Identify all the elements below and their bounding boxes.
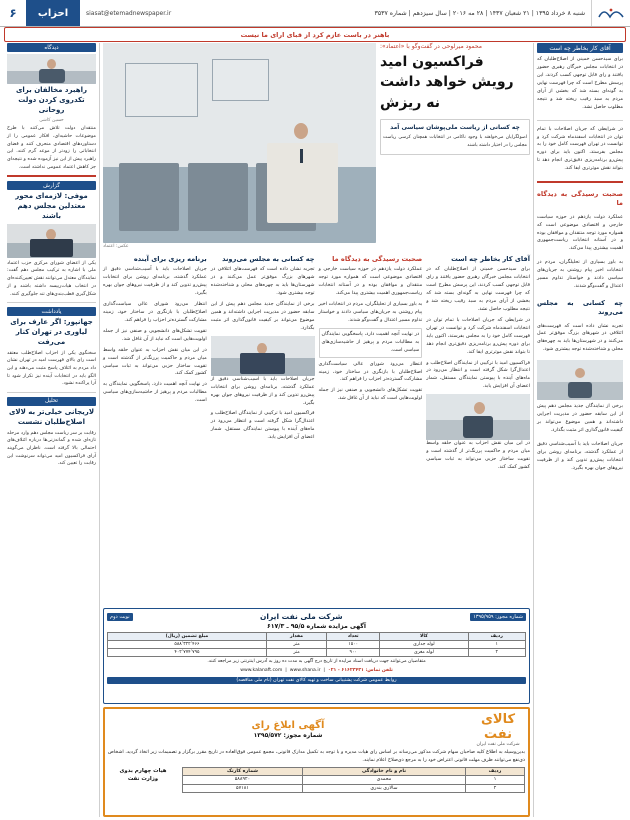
col3-title: چه کسانی به مجلس می‌روند [222, 255, 315, 263]
notice-title: آگهی ابلاغ رای [251, 720, 325, 731]
rail-photo [537, 360, 623, 400]
rail-par-4: تجربه نشان داده است که فهرست‌های ائتلافی در شهرهای بزرگ موفق‌تر عمل می‌کنند و در شهرستان‌ها باید به چهره‌های محلی و شناخته‌شده توجه بیشتری شود. [537, 322, 623, 353]
divider [7, 302, 96, 303]
col2-p1: عملکرد دولت یازدهم در حوزه سیاست خارجی و اقتصادی موضوعی است که همواره مورد توجه منتقدان و موافقان بوده و در آستانه انتخابات ریاست‌جمهوری اهمیت بیشتری پیدا می‌کند. [318, 266, 423, 297]
col3-photo [211, 336, 315, 376]
page-number: ۶ [9, 6, 17, 20]
col1-p3: فراکسیون امید با ترکیبی از نمایندگان اصلاح‌طلب و اعتدال‌گرا شکل گرفته است و انتظار می‌رود در ماه‌های آینده با پیوستن نمایندگان مستقل، شمار اعضای آن افزایش یابد. [426, 359, 530, 390]
col4-p3: تقویت تشکل‌های دانشجویی و صنفی نیز از جمله اولویت‌هایی است که نباید از آن غافل شد. [103, 327, 207, 342]
ntd-r1c2: ۵۷۱۸۱ [183, 784, 303, 792]
tender-footer: متقاضیان می‌توانند جهت دریافت اسناد مزایده از تاریخ درج آگهی به مدت ده روز به آدرس اینترنتی زیر مراجعه کنند. [207, 659, 426, 664]
left-rail-item-3 [7, 397, 96, 468]
rail-par-3: به باور بسیاری از تحلیلگران، مردم در انتخابات اخیر پیام روشنی به جریان‌های سیاسی دادند و خواستار تداوم مسیر اعتدال و گفت‌وگو شدند. [537, 259, 623, 290]
tender-site-1[interactable]: www.kalanaft.com [240, 667, 283, 673]
notice-sign-2: وزارت نفت [127, 775, 159, 782]
body-column-2 [319, 253, 423, 605]
left-rail-item-1 [7, 181, 96, 298]
th-2: تعداد [327, 633, 380, 641]
lr-title-1: موفی: لازمه‌ای محور معتدلین مجلس دهم باشند [15, 192, 88, 221]
notice-body: بدین‌وسیله به اطلاع کلیه صاحبان سهام شرکت مذکور می‌رساند بر اساس رای هیات مدیره و با توجه به تکمیل مدارک قانونی، مجمع عمومی فوق‌العاده در تاریخ مقرر برگزار و تصمیمات زیر اتخاذ گردید. اشخاص ذی‌نفع می‌توانند ظرف مهلت قانونی اعتراض خود را به مرجع ذی‌صلاح اعلام نمایند. [108, 750, 525, 763]
col2-title: صحبت رسیدگی به دیدگاه ما [332, 255, 423, 263]
rail-subtitle-1: صحبت رسیدگی به دیدگاه ما [537, 190, 623, 208]
tender-ad-head [107, 612, 526, 621]
tender-table [107, 632, 526, 657]
col4-title: برنامه ریزی برای آینده [133, 255, 207, 263]
table-row [183, 776, 525, 784]
rule-red [7, 175, 96, 177]
rail-par-0: برای سیدحسن خمینی از اصلاح‌طلبان که در انتخابات مجلس خبرگان رهبری حضور یافتند و رای قابل توجهی کسب کردند، این پرسش مطرح است که چرا فهرست نهایی به گونه‌ای بسته شد که بخشی از آرای مردم به سبد رقیب ریخته شد و نتیجه مطلوب حاصل نشد. [537, 56, 623, 110]
col1-photo [426, 394, 530, 440]
lr-body-1: یکی از اعضای شورای مرکزی حزب اعتماد ملی با اشاره به ترکیب مجلس دهم گفت: نمایندگان معتدل می‌توانند نقش تعیین‌کننده‌ای در انتخاب هیات‌رییسه داشته باشند و از شکل‌گیری قطب‌بندی‌های تند جلوگیری کنند. [7, 260, 96, 297]
td-r1c3: متر [266, 649, 326, 657]
tender-ad [103, 608, 530, 704]
col3-p4: فراکسیون امید با ترکیبی از نمایندگان اصلاح‌طلب و اعتدال‌گرا شکل گرفته است و انتظار می‌رود در ماه‌های آینده با پیوستن نمایندگان مستقل، شمار اعضای آن افزایش یابد. [210, 410, 315, 441]
th-0: ردیف [468, 633, 525, 641]
newspaper-logo [591, 0, 630, 26]
td-r0c4: ۵۸۸٬۳۲۲٬۴۶۶ [108, 641, 267, 649]
td-r0c2: ۱۵۰۰ [327, 641, 380, 649]
tender-site-2[interactable]: www.shana.ir [289, 667, 321, 673]
notice-bottom [108, 767, 525, 793]
nth-2: شماره کارتک [183, 767, 303, 775]
col2-p3: انتظار می‌رود شورای عالی سیاست‌گذاری اصلاح‌طلبان با بازنگری در ساختار خود، زمینه مشارکت گسترده‌تر احزاب را فراهم کند. [318, 360, 423, 383]
tender-subtitle: آگهی مزایده شماره ۹۵/۵ ـ ۶۱۷/۳ [266, 623, 367, 630]
tender-permit: شماره مجوز: ۱۳۹۵/۹۵۹ [470, 613, 526, 621]
lead-text [380, 43, 530, 243]
rail-par-5: برخی از نمایندگان جدید مجلس دهم پیش از این سابقه حضور در مدیریت اجرایی داشته‌اند و همین موضوع می‌تواند بر کیفیت قانون‌گذاری اثر مثبت بگذارد. [537, 403, 623, 434]
body-column-1 [426, 253, 530, 605]
lead-sidenote-body: اصولگرایان می‌خواهند با وجود ناکامی در انتخابات همچنان کرسی ریاست مجلس را در اختیار داشته باشند [383, 135, 527, 148]
ntd-r0c1: محمدی [302, 776, 465, 784]
col3-p1: تجربه نشان داده است که فهرست‌های ائتلافی در شهرهای بزرگ موفق‌تر عمل می‌کنند و در شهرستان‌ها باید به چهره‌های محلی و شناخته‌شده توجه بیشتری شود. [210, 266, 315, 297]
td-r0c0: ۱ [468, 641, 525, 649]
masthead-date: شنبه ۸ خرداد ۱۳۹۵ | ۲۱ شعبان ۱۴۳۷ | ۲۸ مه ۲۰۱۶ | سال سیزدهم | شماره ۳۵۳۷ [374, 9, 585, 17]
lr-head-1: گزارش [7, 181, 96, 190]
th-1: کالا [380, 633, 468, 641]
td-r0c3: متر [266, 641, 326, 649]
lr-head-3: تحلیل [7, 397, 96, 406]
ntd-r0c0: ۱ [466, 776, 525, 784]
th-4: مبلغ تضمین (ریال) [108, 633, 267, 641]
masthead [0, 0, 630, 27]
td-r1c1: لوله مغزی [380, 649, 468, 657]
notice-table [182, 767, 525, 793]
body-columns [103, 253, 530, 605]
lr-body-3: رقابت بر سر ریاست مجلس دهم وارد مرحله تازه‌ای شده و گمانه‌زنی‌ها درباره ائتلاف‌های احتمالی بالا گرفته است. ناظران می‌گویند آرای فراکسیون امید می‌تواند سرنوشت این رقابت را تعیین کند. [7, 430, 96, 467]
lr-head-0: دیدگاه [7, 43, 96, 52]
table-header-row [108, 633, 526, 641]
table-header-row [183, 767, 525, 775]
rail-par-6: جریان اصلاحات باید با آسیب‌شناسی دقیق از عملکرد گذشته، برنامه‌ای روشن برای انتخابات پیش‌رو تدوین کند و از ظرفیت نیروهای جوان بهره بگیرد. [537, 441, 623, 471]
left-rail-item-0 [7, 43, 96, 171]
lr-title-3: لاریجانی خیلی‌تر به لالای اصلاح‌طلبان نشست [8, 407, 95, 426]
col4-p1: جریان اصلاحات باید با آسیب‌شناسی دقیق از عملکرد گذشته، برنامه‌ای روشن برای انتخابات پیش‌رو تدوین کند و از ظرفیت نیروهای جوان بهره بگیرد. [103, 266, 207, 297]
notice-ad-top [108, 712, 525, 747]
col2-pullquote-text: در نهایت آنچه اهمیت دارد، پاسخگویی نمایندگان به مطالبات مردم و پرهیز از حاشیه‌سازی‌های سیاسی است. [321, 330, 420, 353]
lr-byline-0: حسین کاشی [39, 118, 64, 124]
col4-p5: در نهایت آنچه اهمیت دارد، پاسخگویی نمایندگان به مطالبات مردم و پرهیز از حاشیه‌سازی‌های سیاسی است. [103, 381, 207, 404]
lr-photo-0 [7, 54, 96, 84]
body-column-4 [103, 253, 207, 605]
lead-block [103, 43, 530, 243]
lr-title-0: راهبرد مخالفان برای تکدرو‌ی کردن دولت روحانی [15, 86, 88, 114]
rail-par-2: عملکرد دولت یازدهم در حوزه سیاست خارجی و اقتصادی موضوعی است که همواره مورد توجه منتقدان و موافقان بوده و در آستانه انتخابات ریاست‌جمهوری اهمیت بیشتری پیدا می‌کند. [537, 213, 623, 252]
rule-red [537, 181, 623, 183]
ntd-r1c0: ۲ [466, 784, 525, 792]
tender-contacts: تلفن تماس: ۶۱۶۲۳۴۳۱ - ۰۲۱ | www.kalanaft.com | www.shana.ir [240, 667, 393, 673]
table-row [108, 649, 526, 657]
ntd-r0c2: ۵۸۸۹۲۰ [183, 776, 303, 784]
left-rail-item-2 [7, 307, 96, 388]
tender-bar: روابط عمومی شرکت پشتیبانی ساخت و تهیه کالای نفت تهران (نام ملی مناقصه) [107, 677, 526, 684]
lr-head-2: یادداشت [7, 307, 96, 316]
table-row [108, 641, 526, 649]
divider [537, 120, 623, 121]
lead-sidenote-title: چه کسانی از ریاست ملی‌پوشان سیاسی آمد [390, 123, 520, 131]
col3-p3: جریان اصلاحات باید با آسیب‌شناسی دقیق از عملکرد گذشته، برنامه‌ای روشن برای انتخابات پیش‌رو تدوین کند و از ظرفیت نیروهای جوان بهره بگیرد. [210, 375, 315, 406]
td-r1c4: ۴۰۲٬۷۷۴٬۷۹۵ [108, 649, 267, 657]
content-grid [4, 43, 626, 817]
section-title: احزاب [26, 0, 80, 26]
col1-p1: برای سیدحسن خمینی از اصلاح‌طلبان که در انتخابات مجلس خبرگان رهبری حضور یافتند و رای قابل توجهی کسب کردند، این پرسش مطرح است که چرا فهرست نهایی به گونه‌ای بسته شد که بخشی از آرای مردم به سبد رقیب ریخته شد و نتیجه مطلوب حاصل نشد. [426, 266, 530, 312]
rail-head-0: آقای کار بخاطر چه است [537, 43, 623, 53]
rail-par-1: در شرایطی که جریان اصلاحات با تمام توان در انتخابات اسفندماه شرکت کرد و توانست در تهران فهرست کامل خود را به مجلس بفرستد، اکنون باید برای دوره پیش‌رو برنامه‌ریزی دقیق‌تری انجام دهد تا بتواند نقش موثرتری ایفا کند. [537, 125, 623, 172]
col1-p4: در این میان نقش احزاب به عنوان حلقه واسط میان مردم و حاکمیت پررنگ‌تر از گذشته است و تقویت ساختار حزبی می‌تواند به ثبات سیاسی کشور کمک کند. [426, 440, 530, 471]
col1-p2: در شرایطی که جریان اصلاحات با تمام توان در انتخابات اسفندماه شرکت کرد و توانست در تهران فهرست کامل خود را به مجلس بفرستد، اکنون باید برای دوره پیش‌رو برنامه‌ریزی دقیق‌تری انجام دهد تا بتواند نقش موثرتری ایفا کند. [426, 316, 530, 355]
lr-title-2: جهانپور: اگر عارف برای لیاوری در تهران کنار می‌رفت [10, 318, 93, 346]
lead-photo-caption: عکس: اعتماد [103, 244, 129, 249]
td-r1c0: ۲ [468, 649, 525, 657]
col2-pullquote [319, 328, 423, 358]
rail-subtitle-2: چه کسانی به مجلس می‌روند [537, 299, 623, 317]
table-row [183, 784, 525, 792]
ntd-r1c1: سالاری بندری [302, 784, 465, 792]
notice-sign-1: هیات چهارم بدوی [119, 767, 167, 774]
center-column [100, 43, 533, 817]
nth-0: ردیف [466, 767, 525, 775]
body-column-3 [211, 253, 315, 605]
tender-phone: تلفن تماس: ۶۱۶۲۳۴۳۱ - ۰۲۱ [327, 667, 393, 673]
notice-head [108, 720, 468, 739]
tender-title: شرکت ملی نفت ایران [260, 612, 343, 621]
notice-signature [108, 767, 178, 793]
col2-p2: به باور بسیاری از تحلیلگران، مردم در انتخابات اخیر پیام روشنی به جریان‌های سیاسی دادند و خواستار تداوم مسیر اعتدال و گفت‌وگو شدند. [318, 300, 423, 323]
tender-turn: نوبت دوم [107, 613, 133, 621]
lead-kicker: محمود میرلوحی در گفت‌وگو با «اعتماد»: [380, 43, 482, 50]
lr-photo-1 [7, 224, 96, 258]
notice-brand-sub: شرکت ملی نفت ایران [476, 742, 520, 747]
notice-brand-name: کالای نفت [480, 712, 516, 742]
col3-p2: برخی از نمایندگان جدید مجلس دهم پیش از این سابقه حضور در مدیریت اجرایی داشته‌اند و همین موضوع می‌تواند بر کیفیت قانون‌گذاری اثر مثبت بگذارد. [210, 300, 315, 331]
lead-photo [103, 43, 376, 243]
td-r0c1: لوله جداری [380, 641, 468, 649]
col2-p4: تقویت تشکل‌های دانشجویی و صنفی نیز از جمله اولویت‌هایی است که نباید از آن غافل شد. [318, 387, 423, 402]
col4-p4: در این میان نقش احزاب به عنوان حلقه واسط میان مردم و حاکمیت پررنگ‌تر از گذشته است و تقویت ساختار حزبی می‌تواند به ثبات سیاسی کشور کمک کند. [103, 346, 207, 377]
red-banner: باهنر در باست عازم کرد از قبای ارای ما نیست [4, 27, 626, 42]
lead-headline-2: رویش خواهد داشت نه ریزش [380, 74, 514, 111]
notice-brand [471, 712, 525, 747]
col4-p2: انتظار می‌رود شورای عالی سیاست‌گذاری اصلاح‌طلبان با بازنگری در ساختار خود، زمینه مشارکت گسترده‌تر احزاب را فراهم کند. [103, 300, 207, 323]
lr-body-2: سخنگوی یکی از احزاب اصلاح‌طلب معتقد است رای بالای فهرست امید در تهران نشان داد مردم به ائتلاف پاسخ مثبت می‌دهند و این الگو باید در انتخابات آینده نیز تکرار شود تا آرا پراکنده نشود. [7, 350, 96, 387]
divider [7, 392, 96, 393]
lr-body-0: منتقدان دولت تلاش می‌کنند با طرح موضوعات حاشیه‌ای، افکار عمومی را از دستاوردهای اقتصادی منحرف کنند و فضای انتخاباتی را زودتر از موعد گرم کنند. این راهبرد پیش از این نیز آزموده شده و نتیجه‌ای جز کاهش اعتماد عمومی نداشته است. [7, 126, 96, 170]
td-r1c2: ۹۰۰ [327, 649, 380, 657]
left-rail [4, 43, 100, 817]
notice-permit: شماره مجوز: ۱۳۹۵/۵۷۲ [253, 732, 323, 739]
col1-title: آقای کار بخاطر چه است [451, 255, 530, 263]
lead-headline-1: فراکسیون امید [380, 54, 484, 70]
notice-ad [103, 707, 530, 817]
right-rail [533, 43, 626, 817]
masthead-email: siasat@etemadnewspaper.ir [86, 9, 172, 17]
th-3: مقدار [266, 633, 326, 641]
nth-1: نام و نام خانوادگی [302, 767, 465, 775]
